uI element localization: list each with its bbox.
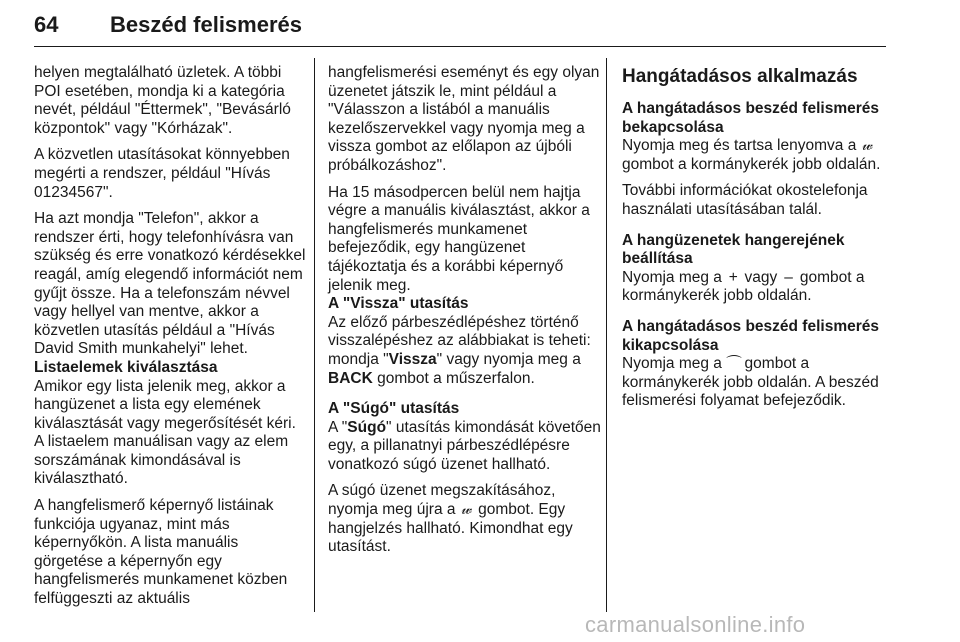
paragraph: Az előző párbeszédlépéshez történő visszalépéshez az alábbiakat is teheti: mondja "Vissza" vagy nyomja meg a BACK gombot a műszerfalon. (328, 313, 591, 387)
column-2 (328, 64, 602, 565)
paragraph: Nyomja meg és tartsa lenyomva a 𝓌 gombot a kormánykerék jobb oldalán. (622, 137, 881, 173)
page-title: Beszéd felismerés (110, 12, 302, 37)
section-title: Hangátadásos alkalmazás (622, 66, 858, 87)
paragraph: Nyomja meg a + vagy – gombot a kormánykerék jobb oldalán. (622, 268, 865, 305)
watermark: carmanualsonline.info (585, 612, 806, 637)
subheading-help-command: A "Súgó" utasítás (328, 400, 460, 418)
subheading-volume: A hangüzenetek hangerejének beállítása (622, 231, 845, 268)
voice-button-icon: 𝓌 (862, 137, 873, 155)
column-divider-2 (606, 58, 607, 612)
end-call-icon: ⌒ (726, 355, 742, 373)
back-button-label: BACK (328, 369, 373, 387)
paragraph: A hangfelismerő képernyő listáinak funkciója ugyanaz, mint más képernyőkön. A lista manuális görgetése a képernyőn egy hangfelismerés munkamenet közben felfüggeszti az aktuális (34, 497, 288, 608)
paragraph: Nyomja meg a ⌒ gombot a kormánykerék jobb oldalán. A beszéd felismerési folyamat befejeződik. (622, 355, 879, 410)
subheading-enable: A hangátadásos beszéd felismerés bekapcsolása (622, 100, 879, 136)
page-number: 64 (34, 12, 59, 37)
column-3 (622, 64, 892, 419)
column-1 (34, 64, 308, 617)
subheading-back-command: A "Vissza" utasítás (328, 295, 469, 313)
help-keyword: Súgó (347, 418, 387, 436)
minus-icon: – (784, 268, 793, 286)
voice-button-icon: 𝓌 (461, 501, 473, 519)
paragraph: A súgó üzenet megszakításához, nyomja meg újra a 𝓌 gombot. Egy hangjelzés hallható. Kimondhat egy utasítást. (328, 482, 573, 556)
paragraph: A közvetlen utasításokat könnyebben megérti a rendszer, például "Hívás 01234567". (34, 146, 290, 201)
plus-icon: + (728, 268, 738, 286)
paragraph: helyen megtalálható üzletek. A többi POI esetében, mondja ki a kategória nevét, például "Éttermek", "Bevásárló központok" vagy "Kórházak". (34, 64, 291, 137)
paragraph: További információkat okostelefonja használati utasításában talál. (622, 182, 868, 218)
subheading-list-selection: Listaelemek kiválasztása (34, 358, 218, 376)
paragraph: A "Súgó" utasítás kimondását követően egy, a pillanatnyi párbeszédlépésre vonatkozó súgó üzenet hallható. (328, 418, 601, 473)
paragraph: Amikor egy lista jelenik meg, akkor a hangüzenet a lista egy elemének kiválasztását vagy megerősítését kéri. A listaelem manuálisan vagy az elem sorszámának kimondásával is kiválasztható. (34, 377, 296, 488)
paragraph: Ha 15 másodpercen belül nem hajtja végre a manuális kiválasztást, akkor a hangfelismerés munkamenet befejeződik, egy hangüzenet tájékoztatja és a korábbi képernyő jelenik meg. (328, 183, 590, 294)
paragraph: Ha azt mondja "Telefon", akkor a rendszer érti, hogy telefonhívásra van szükség és erre vonatkozó kérdésekkel reagál, amíg elegendő információt nem gyűjt össze. Ha a telefonszám névvel vagy hellyel van mentve, akkor a közvetlen utasítás például a "Hívás David Smith munkahelyi" lehet. (34, 210, 306, 358)
paragraph: hangfelismerési eseményt és egy olyan üzenetet játszik le, mint például a "Válasszon a listából a manuális kezelőszervekkel vagy nyomja meg a vissza gombot az előlapon az újbóli próbálkozáshoz". (328, 64, 600, 174)
back-keyword: Vissza (388, 350, 437, 368)
column-divider-1 (314, 58, 315, 612)
subheading-disable: A hangátadásos beszéd felismerés kikapcsolása (622, 317, 879, 354)
page-header (34, 6, 886, 47)
